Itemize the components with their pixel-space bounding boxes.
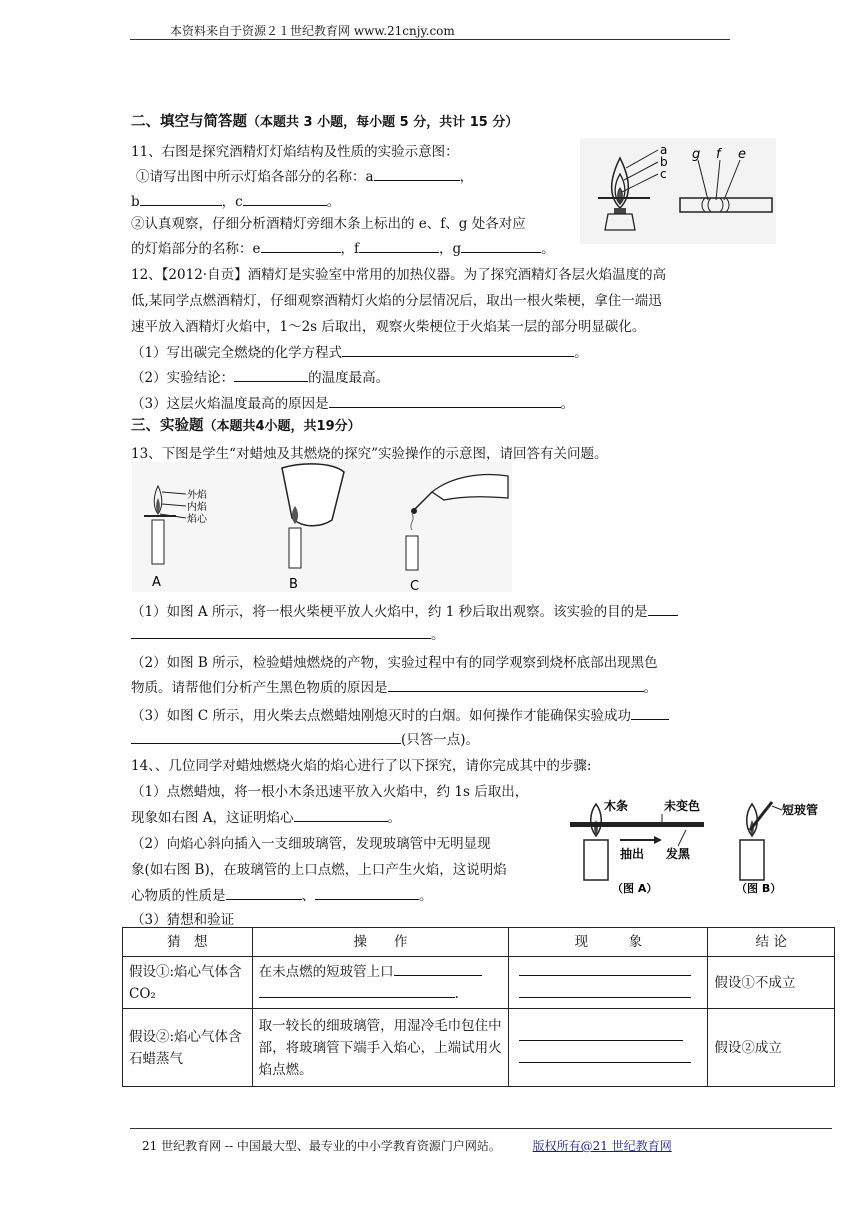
q14-sub2-end: 。: [419, 888, 433, 904]
q14-stem: 14、、几位同学对蜡烛燃烧火焰的焰心进行了以下探究，请你完成其中的步骤:: [131, 758, 592, 774]
q14-sub1-line1: （1）点燃蜡烛，将一根小木条迅速平放入火焰中，约 1s 后取出，: [131, 784, 529, 800]
q14-sub2-text: 心物质的性质是: [131, 888, 226, 904]
q13-sub2-text: 物质。请帮他们分析产生黑色物质的原因是: [131, 680, 388, 696]
answer-blank-f[interactable]: [359, 240, 439, 253]
q13-sub3-text: （3）如图 C 所示，用火柴去点燃蜡烛刚熄灭时的白烟。如何操作才能确保实验成功: [131, 708, 631, 724]
q13-sub2-line2: [131, 676, 657, 696]
answer-blank-b[interactable]: [140, 193, 222, 206]
q11-part1-bc: [131, 190, 340, 210]
q14-sub1-end: 。: [387, 810, 402, 826]
answer-blank-a[interactable]: [374, 168, 460, 181]
q11-part2-line2: [131, 237, 555, 257]
q11-part2-line1: ②认真观察，仔细分析酒精灯旁细木条上标出的 e、f、g 处各对应: [131, 216, 526, 232]
answer-blank-hottest-layer[interactable]: [234, 369, 308, 382]
fig-label-e: e: [738, 147, 746, 162]
answer-blank-g[interactable]: [461, 240, 541, 253]
q12-line3: 速平放入酒精灯火焰中，1～2s 后取出，观察火柴梗位于火焰某一层的部分明显碳化。: [131, 319, 646, 335]
answer-blank-13-3a[interactable]: [631, 707, 669, 720]
footer-text: 21 世纪教育网 -- 中国最大型、最专业的中小学教育资源门户网站。: [142, 1139, 501, 1153]
fig-label-stick: 木条: [604, 799, 629, 813]
fig-label-a: a: [660, 143, 668, 157]
q14-sub2-mid: 、: [301, 888, 315, 904]
row2-conclusion: 假设②成立: [708, 1009, 835, 1087]
fig-label-figure-a: （图 A）: [612, 882, 658, 895]
q11-b-label: b: [131, 194, 140, 210]
answer-blank-14-2a[interactable]: [226, 887, 302, 900]
q12-line2: 低,某同学点燃酒精灯，仔细观察酒精灯火焰的分层情况后，取出一根火柴梗，拿住一端迅: [131, 293, 662, 309]
q11-stem: 11、右图是探究酒精灯灯焰结构及性质的实验示意图：: [131, 144, 459, 160]
answer-blank-row2-phen-a[interactable]: [519, 1028, 683, 1041]
answer-blank-13-3b[interactable]: [131, 731, 401, 744]
header-phenomenon: 现 象: [509, 928, 708, 957]
alcohol-lamp-figure: [580, 138, 776, 244]
answer-blank-14-2b[interactable]: [315, 887, 419, 900]
q11-part2-end: 。: [541, 241, 555, 257]
table-header-row: [123, 928, 835, 957]
q11-g-label: ，g: [439, 241, 462, 257]
fig-label-C: C: [410, 579, 420, 592]
fig-label-A: A: [152, 575, 161, 590]
q14-sub2-line3: [131, 884, 433, 904]
q14-sub2-line1: （2）向焰心斜向插入一支细玻璃管，发现玻璃管中无明显现: [131, 836, 491, 852]
answer-blank-13-1b[interactable]: [131, 626, 431, 639]
fig-label-outer-flame: 外焰: [187, 490, 207, 501]
answer-blank-row2-phen-b[interactable]: [519, 1050, 691, 1063]
page-footer: [142, 1137, 672, 1154]
hypothesis-table: [122, 927, 835, 1087]
q11-part1-end: ，: [459, 169, 474, 185]
table-row: [123, 1009, 835, 1087]
q12-sub2-end: 的温度最高。: [308, 370, 390, 386]
row1-operation-text: 在未点燃的短玻管上口: [258, 963, 394, 980]
fig-label-short-tube: 短玻管: [782, 803, 819, 817]
row1-conclusion: 假设①不成立: [708, 957, 835, 1009]
answer-blank-14-1[interactable]: [294, 809, 388, 822]
q14-sub1-line2: [131, 806, 401, 826]
fig-label-flame-core: 焰心: [187, 514, 207, 525]
header-operation: 操 作: [252, 928, 509, 957]
answer-blank-row1-phen-b[interactable]: [519, 985, 691, 998]
fig-label-g: g: [692, 147, 701, 162]
fig-label-figure-b: （图 B）: [736, 882, 782, 895]
row2-phenomenon: [509, 1009, 708, 1087]
q13-sub2-end: 。: [643, 680, 657, 696]
stick-and-tube-figure: [566, 796, 836, 896]
candle-experiment-figure: [132, 462, 512, 592]
q13-sub2-line1: （2）如图 B 所示，检验蜡烛燃烧的产物，实验过程中有的同学观察到烧杯底部出现黑色: [131, 655, 658, 671]
row1-phenomenon: [509, 957, 708, 1009]
q12-sub1-end: 。: [574, 345, 588, 361]
row1-guess: 假设①:焰心气体含 CO₂: [123, 957, 253, 1009]
fig-label-pull-out: 抽出: [620, 847, 645, 861]
header-divider: [130, 39, 730, 40]
q11-part2-text: 的灯焰部分的名称：e: [131, 241, 261, 257]
answer-blank-row1-phen-a[interactable]: [519, 963, 691, 976]
fig-label-unchanged: 未变色: [664, 799, 701, 813]
section-2-note: （本题共 3 小题，每小题 5 分，共计 15 分）: [247, 115, 519, 130]
section-3-note: （本题共4小题，共19分）: [203, 419, 361, 434]
q12-line1: 12、【2012·自贡】酒精灯是实验室中常用的加热仪器。为了探究酒精灯各层火焰温度的高: [131, 267, 667, 283]
header-conclusion: 结 论: [708, 928, 835, 957]
answer-blank-13-2[interactable]: [388, 679, 644, 692]
q14-sub2-line2: 象(如右图 B)，在玻璃管的上口点燃，上口产生火焰，这说明焰: [131, 862, 507, 878]
q11-part1-text: ①请写出图中所示灯焰各部分的名称：a: [136, 169, 374, 185]
q12-sub2-text: （2）实验结论：: [131, 370, 235, 386]
q11-f-label: ，f: [340, 241, 359, 257]
answer-blank-13-1a[interactable]: [648, 603, 678, 616]
q11-bc-end: 。: [326, 194, 341, 210]
q13-sub1-text: （1）如图 A 所示，将一根火柴梗平放人火焰中，约 1 秒后取出观察。该实验的目的是: [131, 604, 648, 620]
q13-sub3-line1: [131, 704, 669, 724]
copyright-link[interactable]: 版权所有@21 世纪教育网: [532, 1139, 672, 1153]
q13-sub3-line2: [131, 728, 479, 748]
fig-label-inner-flame: 内焰: [187, 502, 207, 513]
q12-sub2: [131, 366, 389, 386]
answer-blank-e[interactable]: [261, 240, 341, 253]
fig-label-c: c: [660, 167, 667, 181]
q13-sub1-end: 。: [431, 627, 445, 643]
section-2-heading: [131, 110, 518, 131]
row2-operation: 取一较长的细玻璃管，用湿冷毛巾包住中部，将玻璃管下端手入焰心，上端试用火焰点燃。: [252, 1009, 509, 1087]
q11-part1: [136, 165, 473, 185]
q13-sub1-line2: [131, 623, 445, 643]
answer-blank-reason[interactable]: [329, 395, 561, 408]
fig-label-blackened: 发黑: [666, 847, 691, 861]
q12-sub3-text: （3）这层火焰温度最高的原因是: [131, 396, 329, 412]
q12-sub1: [131, 341, 588, 361]
q11-c-label: ，c: [221, 194, 243, 210]
row1-operation: 在未点燃的短玻管上口 .: [252, 957, 509, 1009]
page-header: 本资料来自于资源２１世纪教育网 www.21cnjy.com: [170, 24, 455, 38]
q14-sub1-text: 现象如右图 A，这证明焰心: [131, 810, 294, 826]
section-3-heading: [131, 414, 361, 435]
fig-label-b: b: [660, 155, 668, 169]
q13-stem: 13、下图是学生“对蜡烛及其燃烧的探究”实验操作的示意图，请回答有关问题。: [131, 446, 608, 462]
section-2-title: 二、填空与简答题: [131, 114, 247, 130]
q13-sub1-line1: [131, 600, 678, 620]
header-guess: 猜 想: [123, 928, 253, 957]
q14-sub3: （3）猜想和验证: [131, 912, 235, 928]
answer-blank-c[interactable]: [243, 193, 327, 206]
q13-sub3-end: (只答一点)。: [401, 732, 480, 748]
q12-sub3: [131, 392, 574, 412]
fig-label-f: f: [716, 147, 721, 162]
q12-sub3-end: 。: [560, 396, 575, 412]
section-3-title: 三、实验题: [131, 418, 204, 434]
q12-sub1-text: （1）写出碳完全燃烧的化学方程式: [131, 345, 343, 361]
answer-blank-equation[interactable]: [342, 344, 574, 357]
table-row: [123, 957, 835, 1009]
footer-divider: [130, 1128, 832, 1129]
answer-blank-row1-op-b[interactable]: [259, 985, 455, 998]
answer-blank-row1-op-a[interactable]: [394, 963, 482, 976]
row2-guess: 假设②:焰心气体含石蜡蒸气: [123, 1009, 253, 1087]
fig-label-B: B: [289, 577, 298, 592]
